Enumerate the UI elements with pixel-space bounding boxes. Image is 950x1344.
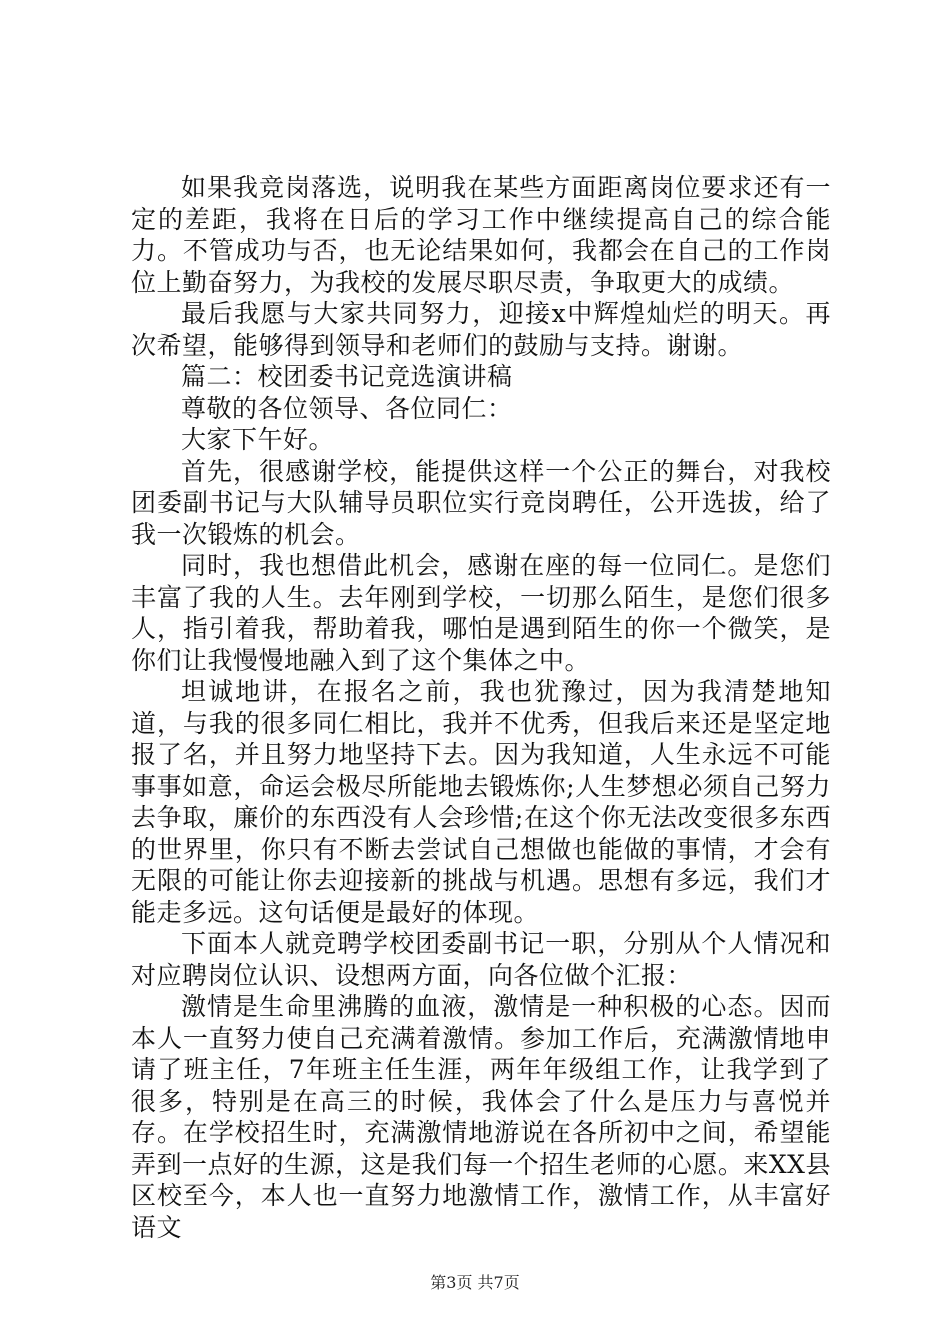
greeting: 大家下午好。: [181, 425, 335, 454]
paragraph: 如果我竞岗落选，说明我在某些方面距离岗位要求还有一定的差距，我将在日后的学习工作中继续提高自己的综合能力。不管成功与否，也无论结果如何，我都会在自己的工作岗位上勤奋努力，为我校的发展尽职尽责，争取更大的成绩。: [131, 173, 831, 297]
document-body: [131, 172, 831, 1243]
paragraph: 同时，我也想借此机会，感谢在座的每一位同仁。是您们丰富了我的人生。去年刚到学校，一切那么陌生，是您们很多人，指引着我，帮助着我，哪怕是遇到陌生的你一个微笑，是你们让我慢慢地融入到了这个集体之中。: [131, 551, 831, 675]
paragraph: 激情是生命里沸腾的血液，激情是一种积极的心态。因而本人一直努力使自己充满着激情。参加工作后，充满激情地申请了班主任，7年班主任生涯，两年年级组工作，让我学到了很多，特别是在高三的时候，我体会了什么是压力与喜悦并存。在学校招生时，充满激情地游说在各所初中之间，希望能弄到一点好的生源，这是我们每一个招生老师的心愿。来XX县区校至今，本人也一直努力地激情工作，激情工作，从丰富好语文: [131, 992, 831, 1242]
paragraph: 坦诚地讲，在报名之前，我也犹豫过，因为我清楚地知道，与我的很多同仁相比，我并不优秀，但我后来还是坚定地报了名，并且努力地坚持下去。因为我知道，人生永远不可能事事如意，命运会极尽所能地去锻炼你;人生梦想必须自己努力去争取，廉价的东西没有人会珍惜;在这个你无法改变很多东西的世界里，你只有不断去尝试自己想做也能做的事情，才会有无限的可能让你去迎接新的挑战与机遇。思想有多远，我们才能走多远。这句话便是最好的体现。: [131, 677, 831, 927]
paragraph: 首先，很感谢学校，能提供这样一个公正的舞台，对我校团委副书记与大队辅导员职位实行竞岗聘任，公开选拔，给了我一次锻炼的机会。: [131, 456, 831, 549]
salutation: 尊敬的各位领导、各位同仁：: [181, 393, 513, 423]
paragraph: 最后我愿与大家共同努力，迎接x中辉煌灿烂的明天。再次希望，能够得到领导和老师们的鼓励与支持。谢谢。: [131, 299, 831, 360]
page-number-footer: 第3页 共7页: [430, 1273, 520, 1292]
paragraph: 下面本人就竞聘学校团委副书记一职，分别从个人情况和对应聘岗位认识、设想两方面，向各位做个汇报：: [131, 929, 831, 990]
section-heading: 篇二：校团委书记竞选演讲稿: [181, 362, 513, 391]
